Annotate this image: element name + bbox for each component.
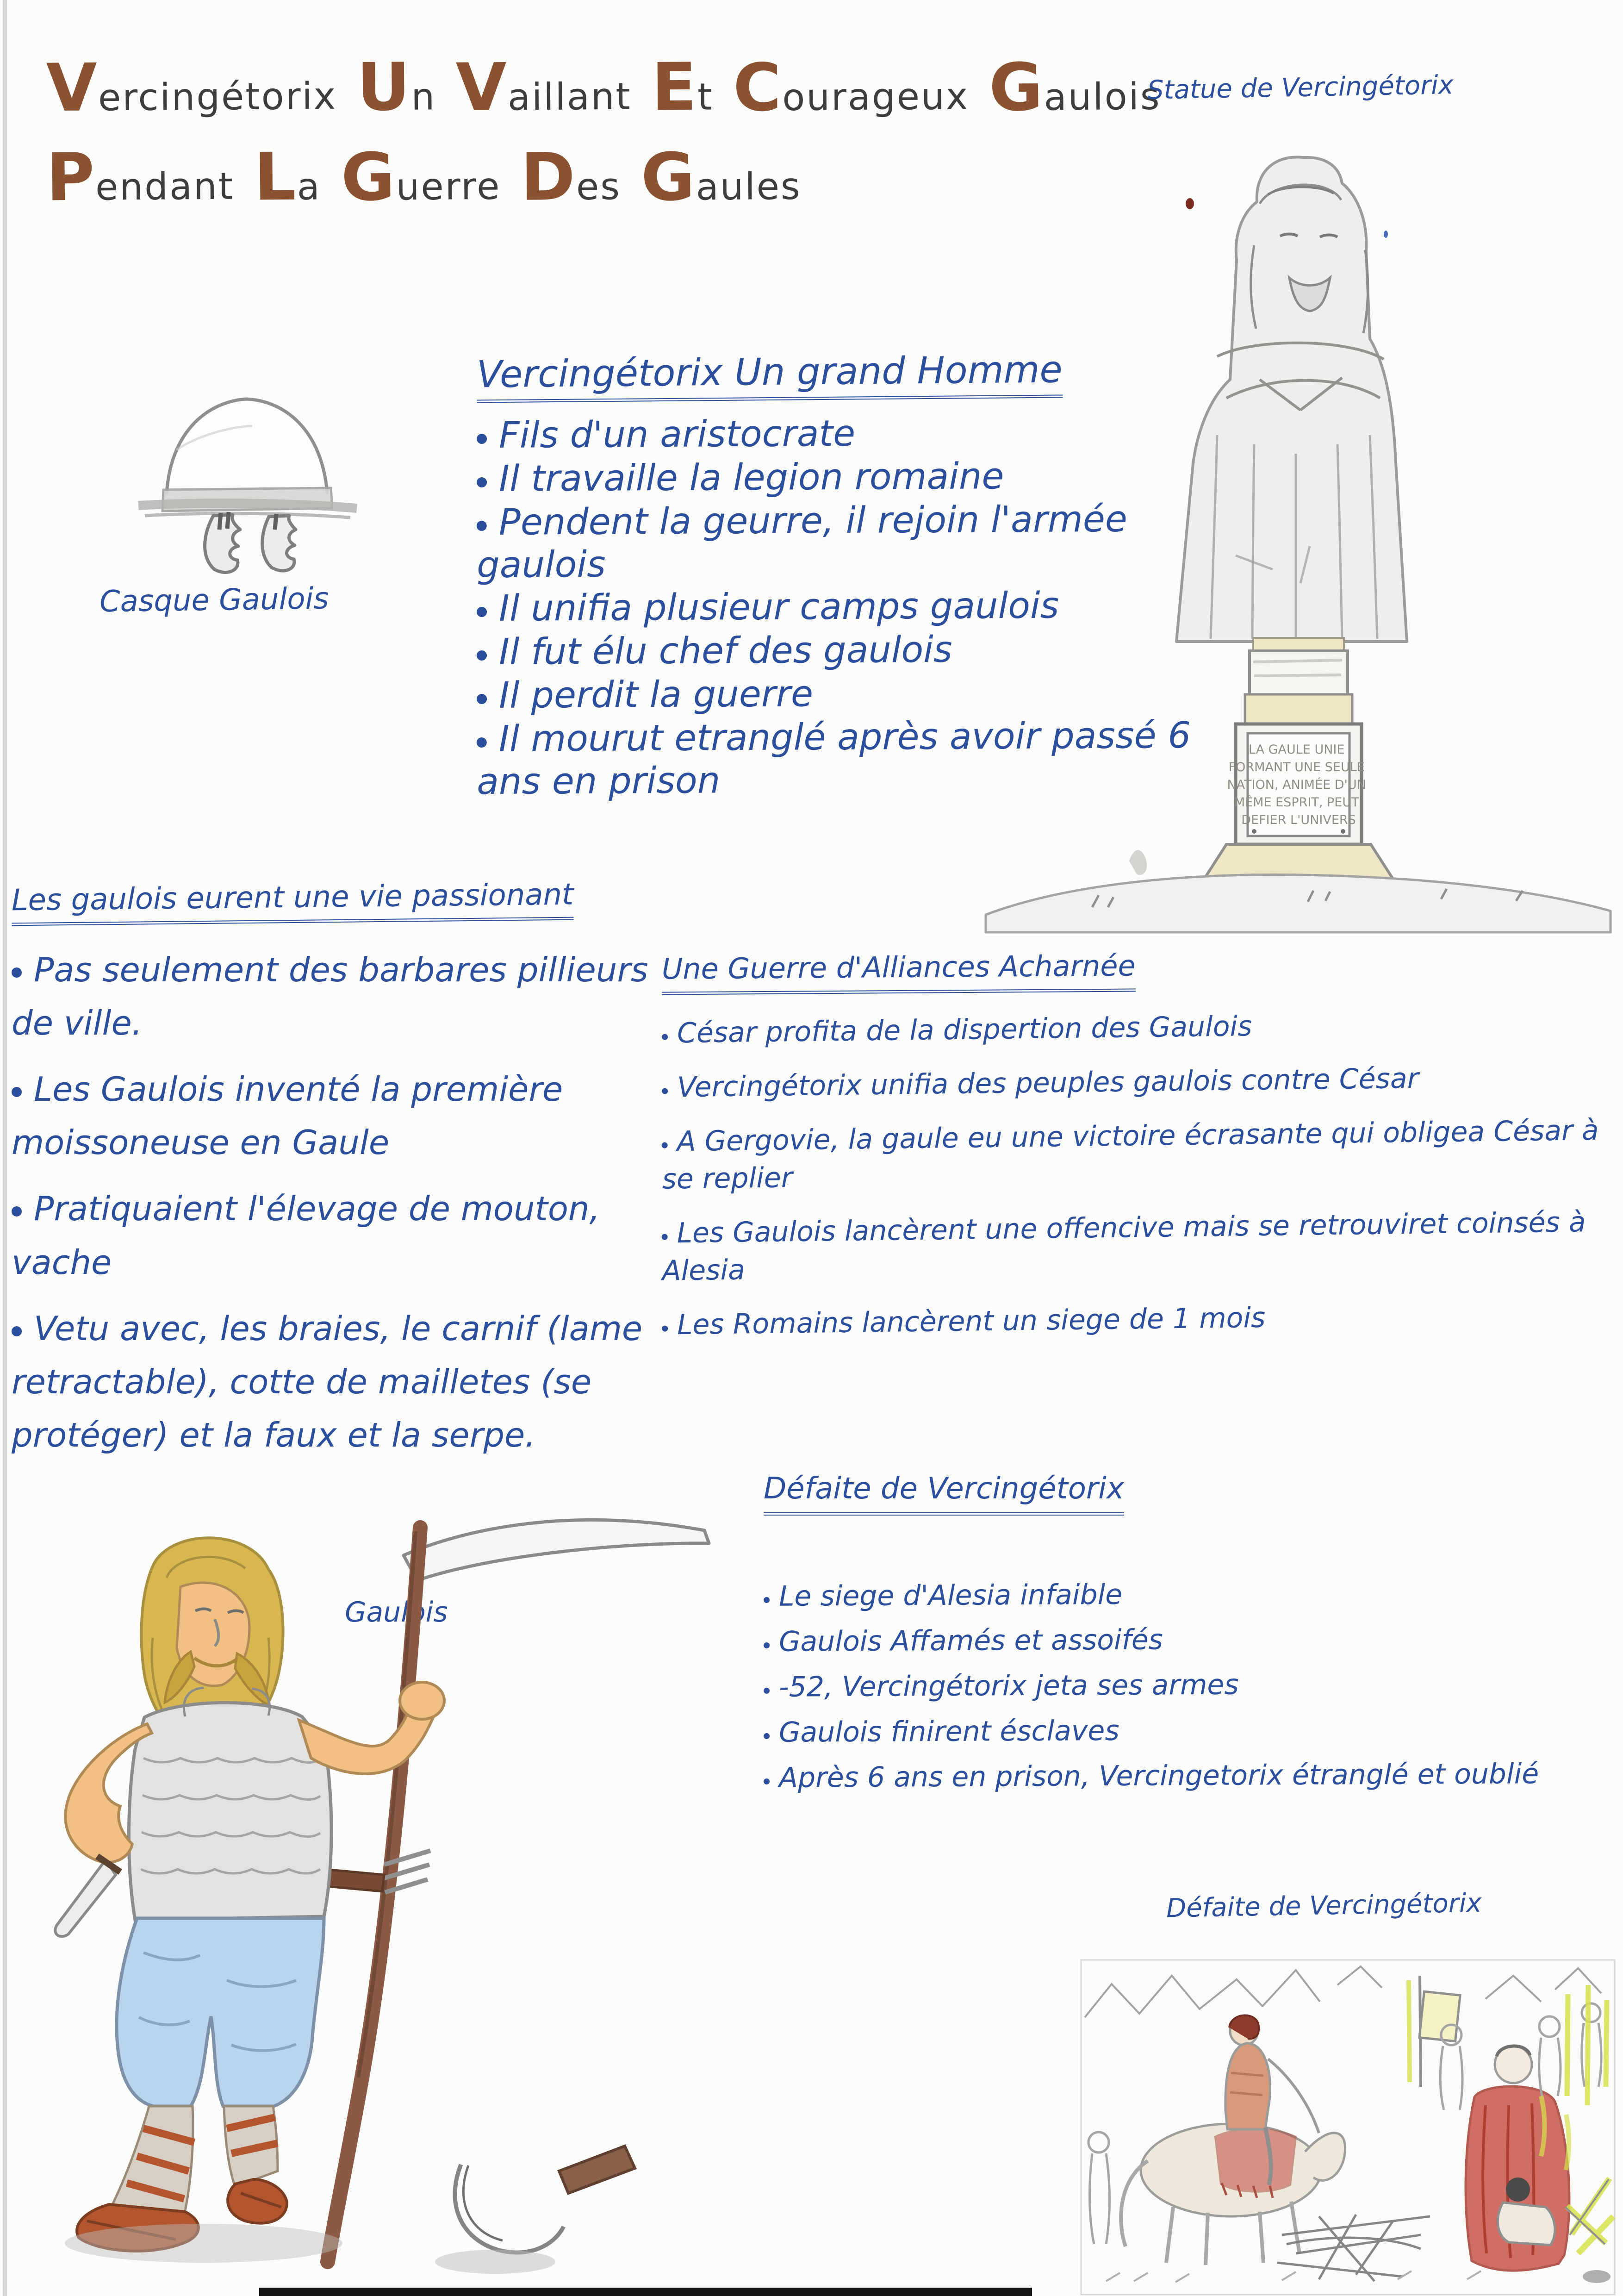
bullet-item: Il travaille la legion romaine [477,454,1199,500]
title-word-rest: aulois [1044,75,1162,119]
title-word-rest: n [411,75,436,119]
section-vie-passionante [11,877,659,1475]
title-word [455,49,632,126]
title-word-rest: aillant [507,75,632,119]
title-word-rest: aules [696,164,802,209]
title-word [46,139,235,216]
bullet-item: Les Gaulois lancèrent une offencive mais se retrouviret coinsés à Alesia [661,1204,1623,1290]
title-capital-letter: D [520,138,577,216]
section-heading: Une Guerre d'Alliances Acharnée [662,948,1136,995]
title-word-rest: es [576,165,622,208]
bullet-item: Gaulois finirent ésclaves [764,1709,1623,1752]
title-word [254,138,321,216]
gaulois-caption: Gaulois [345,1596,448,1628]
title-capital-letter: L [254,138,298,216]
title-word [356,49,436,126]
statue-caption: Statue de Vercingétorix [1147,70,1454,106]
title-capital-letter: E [651,49,698,126]
helmet-sketch [132,367,363,577]
title-word-rest: t [697,75,714,119]
section-heading: Défaite de Vercingétorix [764,1471,1124,1516]
title-capital-letter: V [46,50,99,127]
title-word-rest: ourageux [782,75,970,119]
defeat-caption: Défaite de Vercingétorix [1166,1888,1482,1924]
battle-sketch [1078,1957,1617,2296]
title-capital-letter: V [455,49,508,126]
scanner-edge-line [3,0,7,2296]
bullet-item: Gaulois Affamés et assoifés [764,1618,1623,1661]
section-guerre-alliances [662,950,1622,1355]
title-word [651,49,714,126]
bullet-item: Après 6 ans en prison, Vercingetorix étranglé et oublié [764,1754,1623,1797]
section-defaite [764,1471,1623,1802]
title-word-rest: a [297,165,321,208]
bullet-item: Pendent la geurre, il rejoin l'armée gaulois [477,498,1199,586]
scanner-bottom-strip [259,2288,1032,2296]
section-heading: Les gaulois eurent une vie passionant [12,878,574,926]
bullet-item: Les Gaulois inventé la première moissoneuse en Gaule [12,1063,659,1169]
title-word [640,139,802,216]
bullet-item: Vercingétorix unifia des peuples gaulois contre César [662,1058,1623,1107]
section-heading: Vercingétorix Un grand Homme [477,348,1063,403]
bullet-item: Pratiquaient l'élevage de mouton, vache [12,1182,659,1289]
helmet-caption: Casque Gaulois [99,581,330,619]
bullet-item: -52, Vercingétorix jeta ses armes [764,1663,1623,1707]
title-capital-letter: U [356,49,411,126]
bullet-list [662,1009,1622,1341]
bullet-item: Fils d'un aristocrate [477,411,1199,457]
title-word [733,50,970,126]
bullet-item: César profita de la dispertion des Gaulois [662,1004,1623,1053]
bullet-item: Vetu avec, les braies, le carnif (lame retractable), cotte de mailletes (se protéger) et la faux et la serpe. [12,1302,659,1462]
plaque-text: LA GAULE UNIE FORMANT UNE SEULE NATION, ANIMÉE D'UN MÊME ESPRIT, PEUT DEFIER L'UNIVERS [1227,742,1366,827]
title-word-rest: uerre [395,164,501,209]
bullet-item: Il mourut etranglé après avoir passé 6 ans en prison [477,714,1199,803]
title-word-rest: endant [95,164,235,209]
title-word [46,50,337,127]
bullet-item: Le siege d'Alesia infaible [764,1572,1623,1616]
bullet-item: Il perdit la guerre [477,671,1199,717]
bullet-item: Les Romains lancèrent un siege de 1 mois [662,1295,1623,1344]
title-capital-letter: G [341,139,396,216]
bullet-item: Il unifia plusieur camps gaulois [477,584,1199,630]
title-word [520,138,622,216]
statue-sketch [976,139,1620,935]
title-capital-letter: G [989,49,1045,126]
title-word [989,49,1162,126]
bullet-item: Pas seulement des barbares pillieurs de ville. [12,943,659,1050]
gaulois-sketch [28,1499,743,2281]
title-word-rest: ercingétorix [98,74,337,119]
title-capital-letter: G [640,139,696,216]
bullet-item: Il fut élu chef des gaulois [477,627,1199,674]
title-capital-letter: P [46,139,96,216]
title-word [341,139,501,216]
bullet-list [12,943,659,1462]
bullet-list [764,1575,1623,1795]
title-capital-letter: C [733,50,783,126]
bullet-item: A Gergovie, la gaule eu une victoire écrasante qui obligea César à se replier [661,1112,1623,1198]
